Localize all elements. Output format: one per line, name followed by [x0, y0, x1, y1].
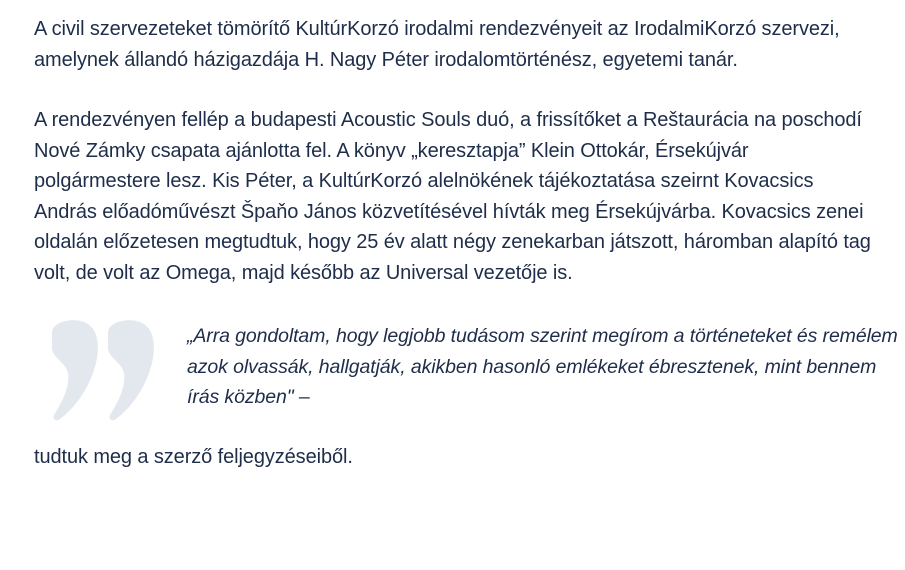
blockquote — [34, 321, 898, 441]
paragraph-intro: A civil szervezeteket tömörítő KultúrKorzó irodalmi rendezvényeit az IrodalmiKorzó szervezi, amelynek állandó házigazdája H. Nagy Péter irodalomtörténész, egyetemi tanár. — [34, 18, 840, 71]
quote-mark-icon — [44, 315, 164, 425]
paragraph-event-details: A rendezvényen fellép a budapesti Acoustic Souls duó, a frissítőket a Reštaurácia na poschodí Nové Zámky csapata ajánlotta fel. A könyv „keresztapja” Klein Ottokár, Érsekújvár polgármestere lesz. Kis Péter, a KultúrKorzó alelnökének tájékoztatása szeirnt Kovacsics András előadóművészt Špaňo János közvetítésével hívták meg Érsekújvárba. Kovacsics zenei oldalán előzetesen megtudtuk, hogy 25 év alatt négy zenekarban játszott, háromban alapító tag volt, de volt az Omega, majd később az Universal vezetője is. — [34, 109, 871, 284]
article-body — [34, 14, 898, 473]
paragraph-closing: tudtuk meg a szerző feljegyzéseiből. — [34, 446, 353, 468]
quote-text: „Arra gondoltam, hogy legjobb tudásom szerint megírom a történeteket és remélem azok olvassák, hallgatják, akikben hasonló emlékeket ébresztenek, mint bennem írás közben" – — [187, 325, 898, 408]
